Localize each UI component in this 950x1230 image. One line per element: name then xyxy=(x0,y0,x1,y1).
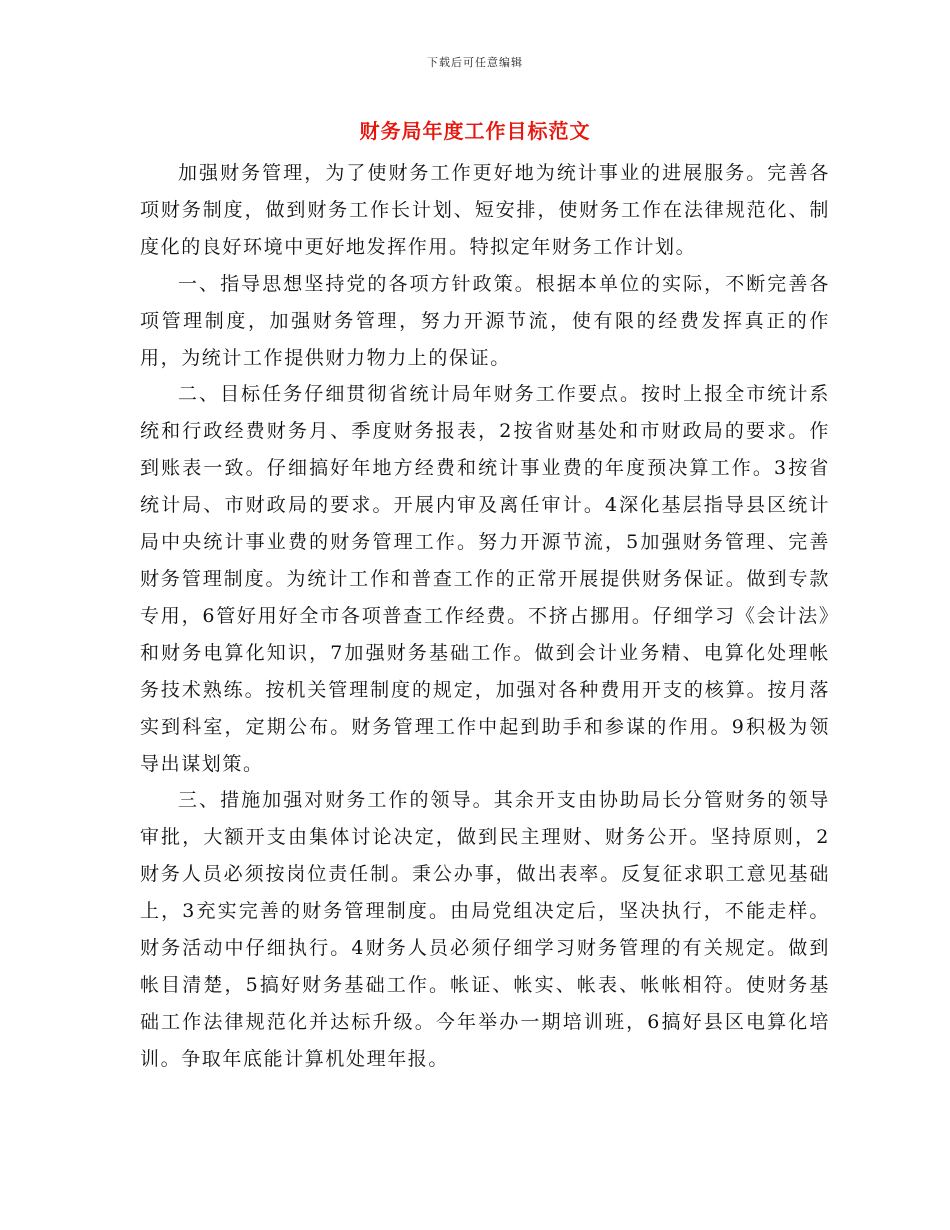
page-header-note: 下载后可任意编辑 xyxy=(427,56,523,69)
paragraph-guiding-ideology: 一、指导思想坚持党的各项方针政策。根据本单位的实际，不断完善各项管理制度，加强财务管理，努力开源节流，使有限的经费发挥真正的作用，为统计工作提供财力物力上的保证。 xyxy=(140,272,830,369)
document-body xyxy=(140,155,830,1078)
paragraph-intro: 加强财务管理，为了使财务工作更好地为统计事业的进展服务。完善各项财务制度，做到财务工作长计划、短安排，使财务工作在法律规范化、制度化的良好环境中更好地发挥作用。特拟定年财务工作计划。 xyxy=(140,162,830,258)
paragraph-measures: 三、措施加强对财务工作的领导。其余开支由协助局长分管财务的领导审批，大额开支由集体讨论决定，做到民主理财、财务公开。坚持原则，2财务人员必须按岗位责任制。秉公办事，做出表率。反复征求职工意见基础上，3充实完善的财务管理制度。由局党组决定后，坚决执行，不能走样。财务活动中仔细执行。4财务人员必须仔细学习财务管理的有关规定。做到帐目清楚，5搞好财务基础工作。帐证、帐实、帐表、帐帐相符。使财务基础工作法律规范化并达标升级。今年举办一期培训班，6搞好县区电算化培训。争取年底能计算机处理年报。 xyxy=(140,789,830,1070)
paragraph-objectives: 二、目标任务仔细贯彻省统计局年财务工作要点。按时上报全市统计系统和行政经费财务月、季度财务报表，2按省财基处和市财政局的要求。作到账表一致。仔细搞好年地方经费和统计事业费的年度预决算工作。3按省统计局、市财政局的要求。开展内审及离任审计。4深化基层指导县区统计局中央统计事业费的财务管理工作。努力开源节流，5加强财务管理、完善财务管理制度。为统计工作和普查工作的正常开展提供财务保证。做到专款专用，6管好用好全市各项普查工作经费。不挤占挪用。仔细学习《会计法》和财务电算化知识，7加强财务基础工作。做到会计业务精、电算化处理帐务技术熟练。按机关管理制度的规定，加强对各种费用开支的核算。按月落实到科室，定期公布。财务管理工作中起到助手和参谋的作用。9积极为领导出谋划策。 xyxy=(140,383,830,775)
document-title: 财务局年度工作目标范文 xyxy=(359,119,591,143)
